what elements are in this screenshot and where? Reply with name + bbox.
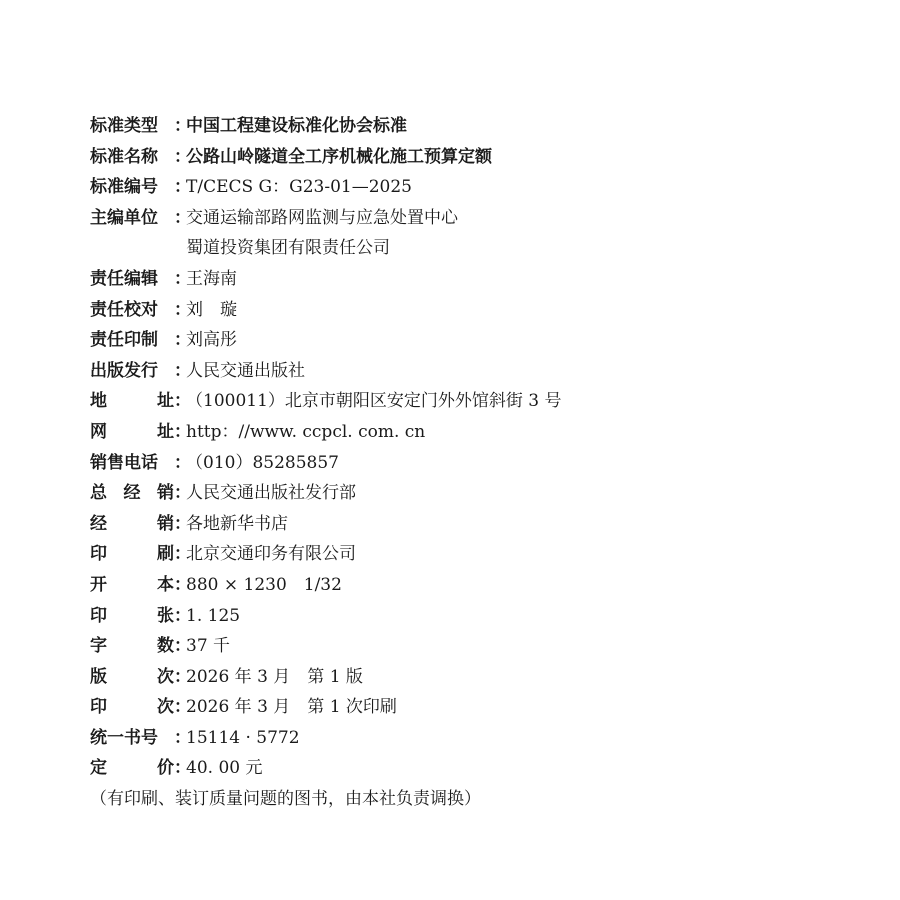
field-colon: ： <box>174 483 191 504</box>
field-value-printing: 2026 年 3 月 第 1 次印刷 <box>186 697 397 718</box>
field-row-format <box>90 570 870 601</box>
field-label-printer: 印刷 <box>90 544 174 565</box>
field-label-website: 网址 <box>90 421 174 442</box>
field-row-chief-editor-units <box>90 203 870 234</box>
field-row-responsible-proofreader <box>90 295 870 326</box>
field-value-standard-type: 中国工程建设标准化协会标准 <box>186 116 407 136</box>
field-colon: ： <box>174 268 191 289</box>
field-row-standard-type <box>90 111 870 142</box>
field-label-word-count: 字数 <box>90 636 174 657</box>
field-value-unified-book-number: 15114 · 5772 <box>186 727 300 748</box>
publication-info-list <box>90 111 870 784</box>
field-label-responsible-printing: 责任印制 <box>90 330 158 351</box>
field-value-edition: 2026 年 3 月 第 1 版 <box>186 666 363 687</box>
field-value-standard-number: T/CECS G：G23-01—2025 <box>186 177 412 198</box>
field-row-unified-book-number <box>90 723 870 754</box>
field-colon: ： <box>174 636 191 657</box>
field-label-general-distributor: 总经销 <box>90 483 174 504</box>
field-label-standard-type: 标准类型 <box>90 116 158 136</box>
field-row-price <box>90 753 870 784</box>
field-colon: ： <box>174 207 191 228</box>
field-label-distributor: 经销 <box>90 513 174 534</box>
quality-note <box>90 784 870 815</box>
field-value-website: http：//www. ccpcl. com. cn <box>186 421 426 442</box>
field-label-chief-editor-units: 主编单位 <box>90 207 158 228</box>
field-row-printing <box>90 692 870 723</box>
field-colon: ： <box>174 360 191 381</box>
field-value-printer: 北京交通印务有限公司 <box>186 544 356 565</box>
field-label-price: 定价 <box>90 758 174 779</box>
field-value-standard-name: 公路山岭隧道全工序机械化施工预算定额 <box>186 146 492 167</box>
field-colon: ： <box>174 452 191 473</box>
field-label-format: 开本 <box>90 574 174 595</box>
field-row-responsible-editor <box>90 264 870 295</box>
field-row-standard-number <box>90 172 870 203</box>
field-value-sales-phone: （010）85285857 <box>186 452 339 473</box>
field-value-address: （100011）北京市朝阳区安定门外外馆斜街 3 号 <box>186 391 562 412</box>
field-colon: ： <box>174 116 191 136</box>
field-value-responsible-printing: 刘高彤 <box>186 330 237 351</box>
field-row-printer <box>90 539 870 570</box>
field-row-website <box>90 417 870 448</box>
field-value-responsible-editor: 王海南 <box>186 268 237 289</box>
field-row-sales-phone <box>90 448 870 479</box>
field-label-sheets: 印张 <box>90 605 174 626</box>
field-row-sheets <box>90 601 870 632</box>
field-colon: ： <box>174 299 191 320</box>
field-value-distributor: 各地新华书店 <box>186 513 288 534</box>
field-label-unified-book-number: 统一书号 <box>90 727 158 748</box>
field-colon: ： <box>174 391 191 412</box>
field-colon: ： <box>174 727 191 748</box>
copyright-page <box>90 111 870 815</box>
field-label-standard-name: 标准名称 <box>90 146 158 167</box>
field-row-general-distributor <box>90 478 870 509</box>
field-label-standard-number: 标准编号 <box>90 177 158 198</box>
field-row-edition <box>90 662 870 693</box>
field-value-format: 880 × 1230 1/32 <box>186 574 342 595</box>
field-colon: ： <box>174 697 191 718</box>
field-row-chief-editor-units-continued <box>90 233 870 264</box>
field-label-edition: 版次 <box>90 666 174 687</box>
field-colon: ： <box>174 758 191 779</box>
field-label-responsible-editor: 责任编辑 <box>90 268 158 289</box>
field-value-publisher: 人民交通出版社 <box>186 360 305 381</box>
field-value-word-count: 37 千 <box>186 636 231 657</box>
field-row-responsible-printing <box>90 325 870 356</box>
field-row-standard-name <box>90 142 870 173</box>
field-colon: ： <box>174 666 191 687</box>
field-value-chief-editor-units-continued: 蜀道投资集团有限责任公司 <box>186 238 390 259</box>
field-row-publisher <box>90 356 870 387</box>
field-colon: ： <box>174 605 191 626</box>
field-label-printing: 印次 <box>90 697 174 718</box>
field-label-responsible-proofreader: 责任校对 <box>90 299 158 320</box>
field-value-sheets: 1. 125 <box>186 605 241 626</box>
field-value-chief-editor-units: 交通运输部路网监测与应急处置中心 <box>186 207 458 228</box>
field-colon: ： <box>174 513 191 534</box>
field-label-publisher: 出版发行 <box>90 360 158 381</box>
field-colon: ： <box>174 544 191 565</box>
field-label-address: 地址 <box>90 391 174 412</box>
field-colon: ： <box>174 330 191 351</box>
field-colon: ： <box>174 421 191 442</box>
field-value-general-distributor: 人民交通出版社发行部 <box>186 483 356 504</box>
field-label-sales-phone: 销售电话 <box>90 452 158 473</box>
field-colon: ： <box>174 574 191 595</box>
field-colon: ： <box>174 146 191 167</box>
field-colon: ： <box>174 177 191 198</box>
field-row-address <box>90 386 870 417</box>
field-value-responsible-proofreader: 刘 璇 <box>186 299 237 320</box>
field-value-price: 40. 00 元 <box>186 758 263 779</box>
field-row-word-count <box>90 631 870 662</box>
quality-note-text: （有印刷、装订质量问题的图书，由本社负责调换） <box>90 789 481 810</box>
field-row-distributor <box>90 509 870 540</box>
